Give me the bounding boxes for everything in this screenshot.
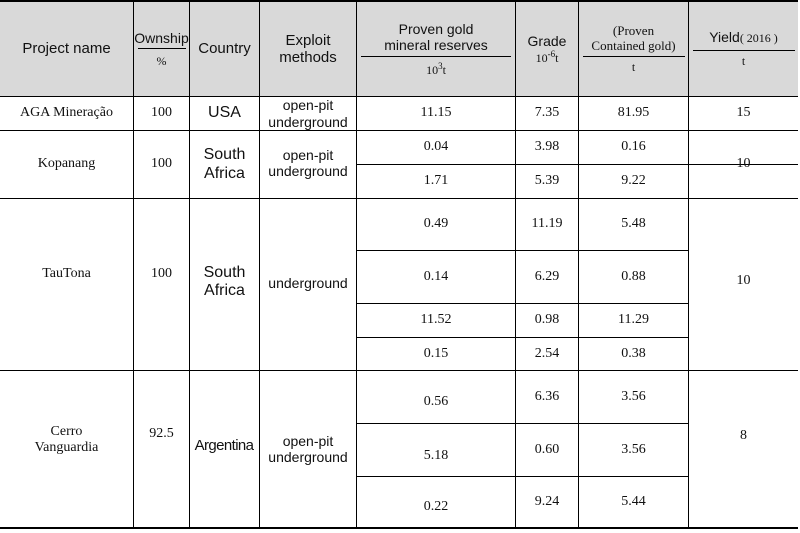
header-grade (516, 2, 578, 96)
cerro-project: Cerro Vanguardia (34, 423, 99, 455)
tautona-reserves: 11.52 (420, 312, 452, 328)
header-contained-unit: t (631, 59, 636, 74)
header-contained-gold (579, 2, 688, 96)
tautona-grade: 0.98 (534, 312, 560, 328)
cerro-contained: 5.44 (621, 493, 646, 509)
cerro-grade: 0.60 (534, 441, 560, 457)
table-bottom-rule (0, 527, 798, 529)
cerro-yield: 8 (740, 427, 747, 443)
header-country: Country (198, 40, 251, 58)
tautona-grade: 11.19 (531, 216, 563, 232)
tautona-contained: 0.88 (621, 268, 646, 284)
cerro-ownership: 92.5 (149, 425, 174, 441)
tautona-reserves: 0.14 (423, 268, 449, 284)
kopanang-reserves: 0.04 (423, 139, 449, 155)
header-ownership-unit: % (156, 53, 167, 68)
kopanang-grade: 5.39 (534, 173, 560, 189)
aga-reserves: 11.15 (420, 105, 452, 121)
header-reserves-line1: Proven gold (398, 20, 474, 37)
header-grade-unit: $10^{-6}t$ (535, 48, 559, 65)
kopanang-reserves: 1.71 (423, 173, 449, 189)
cerro-grade: 6.36 (534, 388, 560, 404)
cerro-reserves: 5.18 (423, 447, 449, 463)
cerro-method: open-pit underground (268, 432, 348, 465)
header-exploit-line1: Exploit (285, 31, 331, 49)
tautona-grade: 6.29 (534, 268, 560, 284)
tautona-grade: 2.54 (534, 345, 560, 361)
tautona-yield: 10 (736, 272, 751, 288)
header-grade-label: Grade (527, 32, 567, 49)
kopanang-contained: 0.16 (621, 139, 646, 155)
header-proven-reserves (357, 2, 515, 96)
kopanang-project: Kopanang (37, 156, 96, 172)
cerro-country: Argentina (194, 437, 254, 455)
header-contained-line1: (Proven (612, 22, 655, 38)
header-yield (689, 2, 798, 96)
header-yield-unit: t (741, 54, 746, 69)
header-reserves-unit: $10^3t$ (426, 60, 446, 77)
kopanang-country: South Africa (203, 146, 246, 182)
header-contained-line2: Contained gold) (591, 37, 676, 53)
header-ownership-label: Ownship (134, 29, 189, 46)
aga-contained: 81.95 (617, 105, 650, 121)
tautona-ownership: 100 (151, 265, 172, 281)
cerro-reserves: 0.22 (423, 498, 449, 514)
header-yield-label: Yield( 2016 ) (709, 28, 778, 45)
tautona-project: TauTona (42, 265, 91, 281)
tautona-reserves: 0.15 (423, 345, 449, 361)
aga-yield: 15 (736, 105, 751, 121)
tautona-contained: 0.38 (621, 345, 646, 361)
kopanang-method: open-pit underground (268, 147, 348, 180)
cerro-contained: 3.56 (621, 388, 646, 404)
aga-method: open-pit underground (268, 97, 348, 130)
kopanang-grade: 3.98 (534, 139, 560, 155)
cerro-grade: 9.24 (534, 493, 560, 509)
aga-grade: 7.35 (534, 105, 560, 121)
header-exploit-methods (260, 2, 356, 96)
header-project-name: Project name (22, 40, 111, 58)
cerro-contained: 3.56 (621, 441, 646, 457)
kopanang-contained: 9.22 (621, 173, 646, 189)
kopanang-ownership: 100 (151, 156, 172, 172)
tautona-method: underground (268, 274, 348, 291)
aga-project: AGA Mineração (20, 105, 113, 121)
tautona-contained: 11.29 (618, 312, 649, 328)
kopanang-yield: 10 (736, 156, 751, 172)
aga-country: USA (208, 104, 241, 122)
header-exploit-line2: methods (279, 49, 337, 66)
cerro-reserves: 0.56 (423, 393, 449, 409)
tautona-contained: 5.48 (621, 216, 646, 232)
header-ownership (134, 2, 189, 96)
tautona-country: South Africa (203, 263, 246, 299)
aga-ownership: 100 (151, 105, 172, 121)
tautona-reserves: 0.49 (423, 216, 449, 232)
header-reserves-line2: mineral reserves (384, 36, 488, 53)
